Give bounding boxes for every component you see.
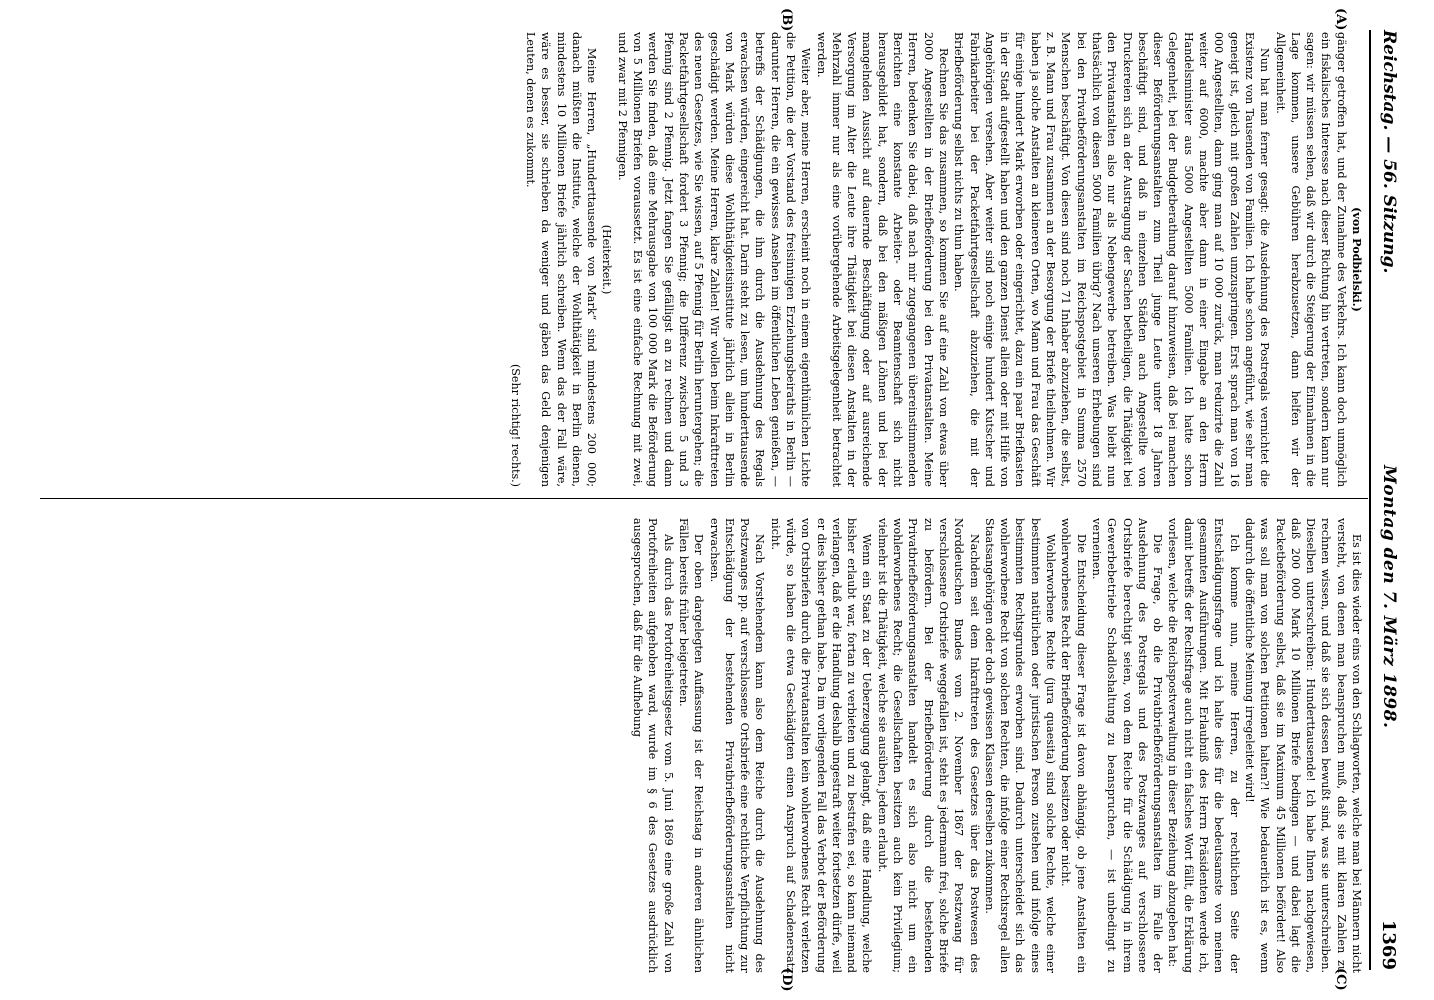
paragraph: Rechnen Sie das zusammen, so kommen Sie auf eine Zahl von etwas über 2000 Angestellten in der Briefbeförderung bei den Privatanstalten. Meine Herren, bedenken Sie dabei, daß nach mir zugegangenen übereinstimmenden Berichten eine konstante Arbeiter- oder Beamtenschaft sich nicht herausgebildet hat, sondern, daß bei den mäßigen Löhnen und bei der mangelnden Aussicht auf dauernde Beschäftigung oder auf ausreichende Versorgung im Alter die Leute ihre Thätigkeit bei diesen Anstalten in der Mehrzahl immer nur als eine vorübergehende Arbeitsgelegenheit betrachtet werden. bbox=[814, 32, 950, 487]
margin-marker-d: (D) bbox=[779, 968, 794, 992]
quoted-paragraph: Der oben dargelegten Auffassung ist der Reichstag in anderen ähnlichen Fällen bereits früher beigetreten. bbox=[676, 518, 706, 973]
quoted-paragraph: Nachdem seit dem Inkrafttreten des Gesetzes über das Postwesen des Norddeutschen Bundes vom 2. November 1867 der Postzwang für verschlossene Ortsbriefe weggefallen ist, steht es jedermann frei, solche Briefe zu befördern. Bei der Briefbeförderung durch die bestehenden Privatbriefbeförderungsanstalten handelt es sich also nicht um ein wohlerworbenes Recht; die Gesellschaften besitzen auch kein Privilegium; vielmehr ist die Thätigkeit, welche sie ausüben, jedem erlaubt. bbox=[875, 518, 981, 973]
header-date: Montag den 7. März 1898. bbox=[1379, 464, 1399, 729]
quoted-paragraph: Wenn ein Staat zu der Ueberzeugung gelangt, daß eine Handlung, welche bisher erlaubt war, fortan zu verbieten und zu bestrafen sei, so kann niemand verlangen, daß er die Handlung deshalb ungestraft weiter fortsetzen dürfe, weil er dies bisher gethan habe. Da im vorliegenden Fall das Verbot der Beförderung von Ortsbriefen durch die Privatanstalten kein wohlerworbenes Recht verletzen würde, so haben die etwa Geschädigten einen Anspruch auf Schadenersatz nicht. bbox=[768, 518, 874, 973]
quoted-paragraph: Wohlerworbene Rechte (jura quaesita) sind solche Rechte, welche einer bestimmten natürlichen oder juristischen Person zustehen und infolge eines bestimmten Rechtsgrundes erworben sind. Dadurch unterscheidet sich das wohlerworbene Recht von solchen Rechten, die infolge einer Rechtsregel allen Staatsangehörigen oder doch gewissen Klassen derselben zukommen. bbox=[982, 518, 1058, 973]
header-rule bbox=[1369, 30, 1371, 970]
quoted-paragraph: Die Frage, ob die Privatbriefbeförderungsanstalten im Falle der Ausdehnung des Postregals und des Postzwanges auf verschlossene Ortsbriefe berechtigt seien, von dem Reiche für die Schädigung in ihrem Gewerbebetriebe Schadloshaltung zu beanspruchen, — ist unbedingt zu verneinen. bbox=[1089, 518, 1165, 973]
header-session-title: Reichstag. — 56. Sitzung. bbox=[1379, 30, 1399, 274]
paragraph: Es ist dies wieder eins von den Schlagworten, welche man bei Männern nicht versteht, von denen man beanspruchen muß, daß sie mit klaren Zahlen zu rechnen wissen, und daß sie sich dessen bewußt sind, was sie unterschreiben. Dieselben unterschreiben: Hunderttausende! Ich habe Ihnen nachgewiesen, daß 200 000 Mark 10 Millionen Briefe bedingen — und dabei lagt die Packetbeförderung selbst, daß sie im Maximum 45 Millionen befördert! Also was soll man von solchen Petitionen halten?! Wie bedauerlich ist es, wenn dadurch die öffentliche Meinung irregeleitet wird! bbox=[1242, 518, 1363, 973]
page-header bbox=[1374, 30, 1404, 970]
column-divider bbox=[40, 498, 1368, 499]
left-column bbox=[507, 32, 1364, 487]
page-number: 1369 bbox=[1378, 919, 1400, 970]
paragraph: gänger getroffen hat, und der Zunahme des Verkehrs. Ich kann doch unmöglich ein fiskalisches Interesse nach dieser Richtung hin vertreten, sondern kann nur sagen: wir müssen sehen, daß wir durch die Steigerung der Einnahmen in die Lage kommen, unsere Gebühren herabzusetzen, dann helfen wir der Allgemeinheit. bbox=[1273, 32, 1348, 487]
margin-marker-a: (A) bbox=[1333, 8, 1348, 31]
right-column bbox=[630, 518, 1364, 973]
interjection: (Sehr richtig! rechts.) bbox=[508, 363, 522, 487]
paragraph: Ich komme nun, meine Herren, zu der rechtlichen Seite der Entschädigungsfrage und ich halte dies für die bedeutsamste von meinen gesammten Ausführungen. Mit Erlaubniß des Herrn Präsidenten werde ich, damit betreffs der Rechtsfrage auch nicht ein falsches Wort fällt, die Erklärung vorlesen, welche die Reichspostverwaltung in dieser Beziehung abzugeben hat: bbox=[1166, 518, 1241, 973]
quoted-paragraph: Als durch das Portofreiheitsgesetz vom 5. Juni 1869 eine große Zahl von Portofreiheiten aufgehoben ward, wurde im § 6 des Gesetzes ausdrücklich ausgesprochen, daß für die Aufhebung bbox=[631, 518, 675, 973]
speaker-label: (von Podbielski.) bbox=[1350, 207, 1363, 312]
margin-marker-b: (B) bbox=[779, 8, 794, 32]
paragraph: Nun hat man ferner gesagt: die Ausdehnung des Postregals vernichtet die Existenz von Tausenden von Familien. Ich habe schon angeführt, wie sehr man geneigt ist, gleich mit großen Zahlen umzuspringen. Erst sprach man von 16 000 Angestellten, dann ging man auf 10 000 zurück, man reduzirte die Zahl weiter auf 6000, machte aber dann in einer Eingabe an den Herrn Handelsminister aus 5000 Angestellten 5000 Familien. Ich hatte schon Gelegenheit, bei der Budgetberathung darauf hinzuweisen, daß bei manchen dieser Beförderungsanstalten zum Theil junge Leute unter 18 Jahren beschäftigt sind, und daß in einzelnen Städten auch Angestellte von Druckereien sich an der Austragung der Sachen betheiligen, die Thätigkeit bei den Privatanstalten also nur als Nebengewerbe betreiben. Was bleibt nun thatsächlich von diesen 5000 Familien übrig? Nach unseren Erhebungen sind bei den Privatbeförderungsanstalten im Reichspostgebiet in Summa 2570 Menschen beschäftigt. Von diesen sind noch 71 Inhaber abzuziehen, die selbst, z. B. Mann und Frau zusammen an der Besorgung der Briefe theilnehmen. Wir haben ja solche Anstalten an kleineren Orten, wo Mann und Frau das Geschäft für einige hundert Mark erworben oder eingerichtet, dazu ein paar Briefkasten in der Stadt aufgestellt haben und den ganzen Dienst allein oder mit Hilfe von Angehörigen versehen. Aber weiter sind noch einige hundert Kutscher und Fabrikarbeiter bei der Packetfahrtgesellschaft abzuziehen, die mit der Briefbeförderung selbst nichts zu thun haben. bbox=[952, 32, 1272, 487]
margin-marker-c: (C) bbox=[1333, 968, 1348, 991]
quoted-paragraph: Die Entscheidung dieser Frage ist davon abhängig, ob jene Anstalten ein wohlerworbenes Recht der Briefbeförderung besitzen oder nicht. bbox=[1059, 518, 1088, 973]
quoted-paragraph: Nach Vorstehendem kann also dem Reiche durch die Ausdehnung des Postzwanges pp. auf verschlossene Ortsbriefe eine rechtliche Verpflichtung zur Entschädigung der bestehenden Privatbriefbeförderungsanstalten nicht erwachsen. bbox=[707, 518, 767, 973]
paragraph: Weiter aber, meine Herren, erscheint noch in einem eigenthümlichen Lichte die Petition, die der Vorstand des freisinnigen Erziehungsbeiraths in Berlin — darunter Herren, die ein gewisses Ansehen im öffentlichen Leben genießen, — betreffs der Schädigungen, die ihm durch die Ausdehnung des Regals erwachsen würden, eingereicht hat. Darin steht zu lesen, um hunderttausende von Mark würden diese Wohlthätigkeitsinstitute jährlich allein in Berlin geschädigt werden. Meine Herren, klare Zahlen! Wir wollen beim Inkrafttreten des neuen Gesetzes, wie Sie wissen, auf 5 Pfennig für Berlin heruntergehen; die Packetfahrtgesellschaft fordert 3 Pfennig; die Differenz zwischen 5 und 3 Pfennig sind 2 Pfennig. Jetzt fangen Sie gefälligst an zu rechnen und dann werden Sie finden, daß eine Mehrausgabe von 100 000 Mark die Beförderung von 5 Millionen Briefen voraussetzt. Es ist eine einfache Rechnung mit zwei, und zwar mit 2 Pfennigen. bbox=[615, 32, 813, 487]
interjection: (Heiterkeit.) bbox=[600, 224, 614, 295]
paragraph: Meine Herren, „Hunderttausende von Mark“ sind mindestens 200 000; danach müßten die Institute, welche der Wohlthätigkeit in Berlin dienen, mindestens 10 Millionen Briefe jährlich schreiben. Wenn das der Fall wäre, wäre es besser, sie schrieben da weniger und gäben das Geld denjenigen Leuten, denen es zukommt. bbox=[523, 32, 599, 487]
